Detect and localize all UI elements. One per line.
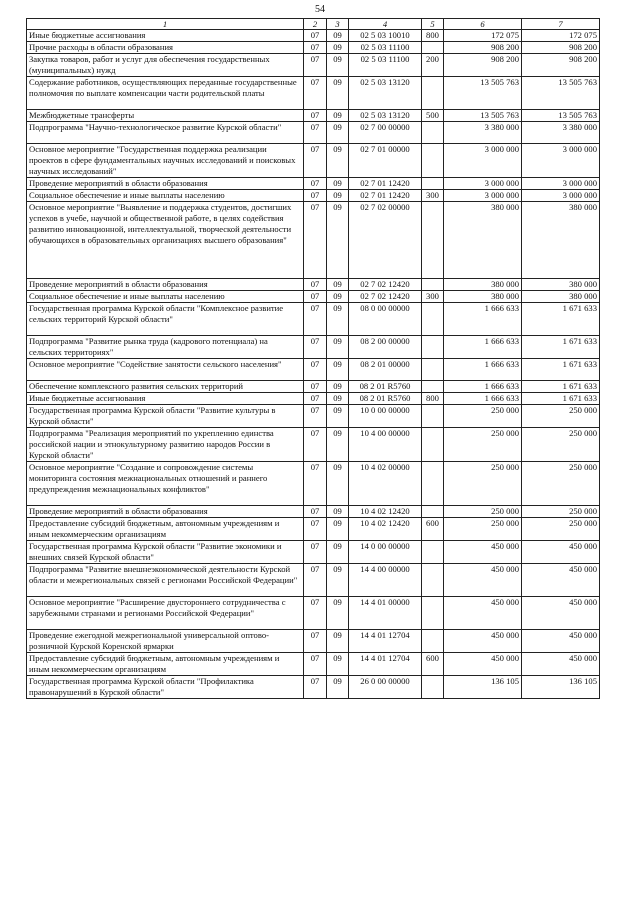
row-csr: 02 5 03 10010	[349, 30, 422, 42]
column-header-row	[27, 19, 600, 30]
row-sum-2: 1 671 633	[522, 393, 600, 405]
row-vr	[422, 144, 444, 178]
row-sum-2: 908 200	[522, 54, 600, 77]
row-name: Проведение мероприятий в области образования	[27, 178, 304, 190]
row-pr: 09	[327, 279, 349, 291]
row-vr: 300	[422, 190, 444, 202]
row-rz: 07	[304, 428, 327, 462]
row-pr: 09	[327, 393, 349, 405]
table-row	[27, 336, 600, 359]
table-row	[27, 653, 600, 676]
row-csr: 10 0 00 00000	[349, 405, 422, 428]
row-csr: 08 2 01 00000	[349, 359, 422, 381]
row-pr: 09	[327, 42, 349, 54]
row-sum-1: 450 000	[444, 653, 522, 676]
row-csr: 14 4 01 12704	[349, 630, 422, 653]
column-header: 3	[327, 19, 349, 30]
row-rz: 07	[304, 541, 327, 564]
table-row	[27, 541, 600, 564]
table-row	[27, 144, 600, 178]
row-sum-2: 13 505 763	[522, 77, 600, 110]
table-row	[27, 202, 600, 279]
row-sum-1: 1 666 633	[444, 336, 522, 359]
row-sum-1: 450 000	[444, 541, 522, 564]
row-rz: 07	[304, 676, 327, 699]
row-sum-1: 250 000	[444, 405, 522, 428]
row-pr: 09	[327, 630, 349, 653]
row-csr: 08 2 01 R5760	[349, 381, 422, 393]
row-name: Проведение мероприятий в области образования	[27, 506, 304, 518]
row-rz: 07	[304, 381, 327, 393]
row-pr: 09	[327, 291, 349, 303]
row-pr: 09	[327, 428, 349, 462]
row-pr: 09	[327, 506, 349, 518]
row-name: Проведение ежегодной межрегиональной универсальной оптово-розничной Курской Коренской ярмарки	[27, 630, 304, 653]
row-pr: 09	[327, 653, 349, 676]
column-header: 2	[304, 19, 327, 30]
row-name: Государственная программа Курской области "Комплексное развитие сельских территорий Курской области"	[27, 303, 304, 336]
table-row	[27, 122, 600, 144]
row-sum-1: 250 000	[444, 518, 522, 541]
row-sum-2: 380 000	[522, 279, 600, 291]
row-vr	[422, 564, 444, 597]
row-name: Государственная программа Курской области "Развитие культуры в Курской области"	[27, 405, 304, 428]
row-csr: 08 2 00 00000	[349, 336, 422, 359]
row-name: Иные бюджетные ассигнования	[27, 393, 304, 405]
table-row	[27, 597, 600, 630]
row-sum-1: 450 000	[444, 630, 522, 653]
row-vr	[422, 279, 444, 291]
row-vr	[422, 381, 444, 393]
row-sum-1: 1 666 633	[444, 381, 522, 393]
row-sum-1: 450 000	[444, 597, 522, 630]
row-vr: 600	[422, 518, 444, 541]
row-vr: 800	[422, 393, 444, 405]
row-pr: 09	[327, 541, 349, 564]
row-sum-1: 380 000	[444, 291, 522, 303]
row-sum-2: 172 075	[522, 30, 600, 42]
row-vr: 800	[422, 30, 444, 42]
row-name: Обеспечение комплексного развития сельских территорий	[27, 381, 304, 393]
row-vr: 300	[422, 291, 444, 303]
row-sum-2: 3 000 000	[522, 190, 600, 202]
column-header: 5	[422, 19, 444, 30]
row-csr: 02 7 02 00000	[349, 202, 422, 279]
row-sum-2: 3 380 000	[522, 122, 600, 144]
row-csr: 02 5 03 13120	[349, 77, 422, 110]
row-rz: 07	[304, 110, 327, 122]
table-row	[27, 393, 600, 405]
row-rz: 07	[304, 462, 327, 506]
row-rz: 07	[304, 336, 327, 359]
row-csr: 14 0 00 00000	[349, 541, 422, 564]
row-name: Основное мероприятие "Создание и сопровождение системы мониторинга состояния межнациональных отношений и раннего предупреждения межнациональных конфликтов"	[27, 462, 304, 506]
row-vr: 200	[422, 54, 444, 77]
row-sum-1: 380 000	[444, 279, 522, 291]
row-vr	[422, 77, 444, 110]
row-pr: 09	[327, 303, 349, 336]
row-name: Межбюджетные трансферты	[27, 110, 304, 122]
row-csr: 08 0 00 00000	[349, 303, 422, 336]
table-row	[27, 359, 600, 381]
row-rz: 07	[304, 506, 327, 518]
row-name: Основное мероприятие "Содействие занятости сельского населения"	[27, 359, 304, 381]
table-row	[27, 506, 600, 518]
row-rz: 07	[304, 178, 327, 190]
row-sum-1: 1 666 633	[444, 393, 522, 405]
table-row	[27, 110, 600, 122]
row-rz: 07	[304, 393, 327, 405]
row-sum-1: 3 000 000	[444, 144, 522, 178]
row-csr: 02 7 02 12420	[349, 279, 422, 291]
row-pr: 09	[327, 77, 349, 110]
row-vr	[422, 359, 444, 381]
row-name: Основное мероприятие "Выявление и поддержка студентов, достигших успехов в учебе, научной и общественной работе, в целях содействия развитию инновационной, интеллектуальной, творческой деятельности обучающихся в образовательных организациях высшего образования"	[27, 202, 304, 279]
row-name: Социальное обеспечение и иные выплаты населению	[27, 190, 304, 202]
page-number: 54	[315, 4, 325, 15]
row-vr	[422, 405, 444, 428]
row-pr: 09	[327, 676, 349, 699]
row-csr: 14 4 01 00000	[349, 597, 422, 630]
row-rz: 07	[304, 42, 327, 54]
row-csr: 02 7 01 12420	[349, 190, 422, 202]
row-pr: 09	[327, 336, 349, 359]
row-sum-1: 1 666 633	[444, 303, 522, 336]
row-sum-2: 3 000 000	[522, 178, 600, 190]
row-name: Проведение мероприятий в области образования	[27, 279, 304, 291]
row-csr: 10 4 02 12420	[349, 506, 422, 518]
row-csr: 26 0 00 00000	[349, 676, 422, 699]
row-rz: 07	[304, 405, 327, 428]
row-csr: 02 5 03 11100	[349, 54, 422, 77]
row-rz: 07	[304, 303, 327, 336]
row-sum-2: 13 505 763	[522, 110, 600, 122]
table-row	[27, 77, 600, 110]
row-csr: 10 4 02 00000	[349, 462, 422, 506]
row-vr	[422, 630, 444, 653]
row-sum-2: 380 000	[522, 202, 600, 279]
row-sum-2: 1 671 633	[522, 381, 600, 393]
row-csr: 02 5 03 13120	[349, 110, 422, 122]
row-name: Прочие расходы в области образования	[27, 42, 304, 54]
row-rz: 07	[304, 653, 327, 676]
row-csr: 02 7 02 12420	[349, 291, 422, 303]
row-rz: 07	[304, 597, 327, 630]
table-row	[27, 405, 600, 428]
row-sum-2: 450 000	[522, 630, 600, 653]
row-pr: 09	[327, 54, 349, 77]
row-name: Предоставление субсидий бюджетным, автономным учреждениям и иным некоммерческим организациям	[27, 518, 304, 541]
table-row	[27, 428, 600, 462]
row-sum-1: 908 200	[444, 54, 522, 77]
row-sum-2: 1 671 633	[522, 303, 600, 336]
row-vr	[422, 676, 444, 699]
row-rz: 07	[304, 122, 327, 144]
row-sum-1: 250 000	[444, 428, 522, 462]
row-vr	[422, 541, 444, 564]
row-csr: 02 5 03 11100	[349, 42, 422, 54]
row-name: Основное мероприятие "Государственная поддержка реализации проектов в сфере фундаментальных научных исследований и поисковых научных исследований"	[27, 144, 304, 178]
row-csr: 10 4 02 12420	[349, 518, 422, 541]
row-sum-2: 250 000	[522, 405, 600, 428]
row-pr: 09	[327, 564, 349, 597]
row-rz: 07	[304, 630, 327, 653]
row-sum-2: 450 000	[522, 564, 600, 597]
column-header: 7	[522, 19, 600, 30]
row-rz: 07	[304, 202, 327, 279]
row-name: Основное мероприятие "Расширение двустороннего сотрудничества с зарубежными странами и регионами Российской Федерации"	[27, 597, 304, 630]
row-sum-1: 250 000	[444, 506, 522, 518]
row-sum-1: 172 075	[444, 30, 522, 42]
row-vr	[422, 42, 444, 54]
row-pr: 09	[327, 405, 349, 428]
row-csr: 02 7 01 12420	[349, 178, 422, 190]
row-vr	[422, 597, 444, 630]
row-name: Подпрограмма "Развитие внешнеэкономической деятельности Курской области и межрегиональных связей с регионами Российской Федерации"	[27, 564, 304, 597]
row-name: Предоставление субсидий бюджетным, автономным учреждениям и иным некоммерческим организациям	[27, 653, 304, 676]
table-row	[27, 564, 600, 597]
row-rz: 07	[304, 279, 327, 291]
table-row	[27, 291, 600, 303]
row-pr: 09	[327, 144, 349, 178]
row-vr	[422, 122, 444, 144]
row-name: Социальное обеспечение и иные выплаты населению	[27, 291, 304, 303]
row-rz: 07	[304, 518, 327, 541]
row-vr: 600	[422, 653, 444, 676]
row-pr: 09	[327, 462, 349, 506]
row-vr: 500	[422, 110, 444, 122]
column-header: 4	[349, 19, 422, 30]
row-sum-2: 250 000	[522, 506, 600, 518]
table-row	[27, 518, 600, 541]
table-row	[27, 630, 600, 653]
row-name: Подпрограмма "Развитие рынка труда (кадрового потенциала) на сельских территориях"	[27, 336, 304, 359]
row-sum-1: 3 000 000	[444, 178, 522, 190]
row-pr: 09	[327, 518, 349, 541]
row-vr	[422, 336, 444, 359]
row-pr: 09	[327, 178, 349, 190]
row-sum-2: 136 105	[522, 676, 600, 699]
row-sum-1: 3 380 000	[444, 122, 522, 144]
table-row	[27, 381, 600, 393]
budget-table	[26, 18, 600, 699]
row-vr	[422, 303, 444, 336]
row-sum-2: 3 000 000	[522, 144, 600, 178]
row-rz: 07	[304, 144, 327, 178]
row-vr	[422, 462, 444, 506]
row-vr	[422, 428, 444, 462]
table-row	[27, 54, 600, 77]
row-sum-2: 1 671 633	[522, 359, 600, 381]
row-csr: 02 7 01 00000	[349, 144, 422, 178]
row-name: Закупка товаров, работ и услуг для обеспечения государственных (муниципальных) нужд	[27, 54, 304, 77]
row-rz: 07	[304, 359, 327, 381]
row-name: Государственная программа Курской области "Профилактика правонарушений в Курской области"	[27, 676, 304, 699]
row-pr: 09	[327, 597, 349, 630]
row-rz: 07	[304, 291, 327, 303]
table-row	[27, 279, 600, 291]
row-rz: 07	[304, 564, 327, 597]
row-sum-2: 450 000	[522, 597, 600, 630]
column-header: 1	[27, 19, 304, 30]
row-sum-1: 250 000	[444, 462, 522, 506]
row-sum-2: 1 671 633	[522, 336, 600, 359]
row-rz: 07	[304, 54, 327, 77]
row-name: Содержание работников, осуществляющих переданные государственные полномочия по выплате компенсации части родительской платы	[27, 77, 304, 110]
row-sum-1: 380 000	[444, 202, 522, 279]
row-pr: 09	[327, 359, 349, 381]
row-pr: 09	[327, 190, 349, 202]
row-rz: 07	[304, 77, 327, 110]
row-sum-2: 250 000	[522, 428, 600, 462]
row-sum-2: 450 000	[522, 653, 600, 676]
row-sum-2: 450 000	[522, 541, 600, 564]
table-row	[27, 30, 600, 42]
row-pr: 09	[327, 202, 349, 279]
row-name: Государственная программа Курской области "Развитие экономики и внешних связей Курской области"	[27, 541, 304, 564]
row-pr: 09	[327, 30, 349, 42]
row-sum-1: 3 000 000	[444, 190, 522, 202]
table-row	[27, 676, 600, 699]
row-sum-1: 136 105	[444, 676, 522, 699]
row-name: Подпрограмма "Реализация мероприятий по укреплению единства российской нации и этнокультурному развитию народов России в Курской области"	[27, 428, 304, 462]
row-sum-2: 250 000	[522, 518, 600, 541]
row-rz: 07	[304, 30, 327, 42]
row-sum-1: 13 505 763	[444, 110, 522, 122]
table-row	[27, 462, 600, 506]
row-sum-2: 908 200	[522, 42, 600, 54]
row-vr	[422, 202, 444, 279]
row-csr: 08 2 01 R5760	[349, 393, 422, 405]
row-sum-1: 450 000	[444, 564, 522, 597]
row-sum-2: 380 000	[522, 291, 600, 303]
row-name: Иные бюджетные ассигнования	[27, 30, 304, 42]
row-csr: 14 4 01 12704	[349, 653, 422, 676]
row-pr: 09	[327, 381, 349, 393]
row-name: Подпрограмма "Научно-технологическое развитие Курской области"	[27, 122, 304, 144]
row-sum-1: 13 505 763	[444, 77, 522, 110]
row-pr: 09	[327, 122, 349, 144]
table-row	[27, 303, 600, 336]
column-header: 6	[444, 19, 522, 30]
row-vr	[422, 178, 444, 190]
row-csr: 02 7 00 00000	[349, 122, 422, 144]
row-sum-2: 250 000	[522, 462, 600, 506]
row-pr: 09	[327, 110, 349, 122]
table-row	[27, 190, 600, 202]
row-sum-1: 908 200	[444, 42, 522, 54]
row-rz: 07	[304, 190, 327, 202]
row-csr: 10 4 00 00000	[349, 428, 422, 462]
table-row	[27, 178, 600, 190]
row-vr	[422, 506, 444, 518]
row-csr: 14 4 00 00000	[349, 564, 422, 597]
table-row	[27, 42, 600, 54]
row-sum-1: 1 666 633	[444, 359, 522, 381]
